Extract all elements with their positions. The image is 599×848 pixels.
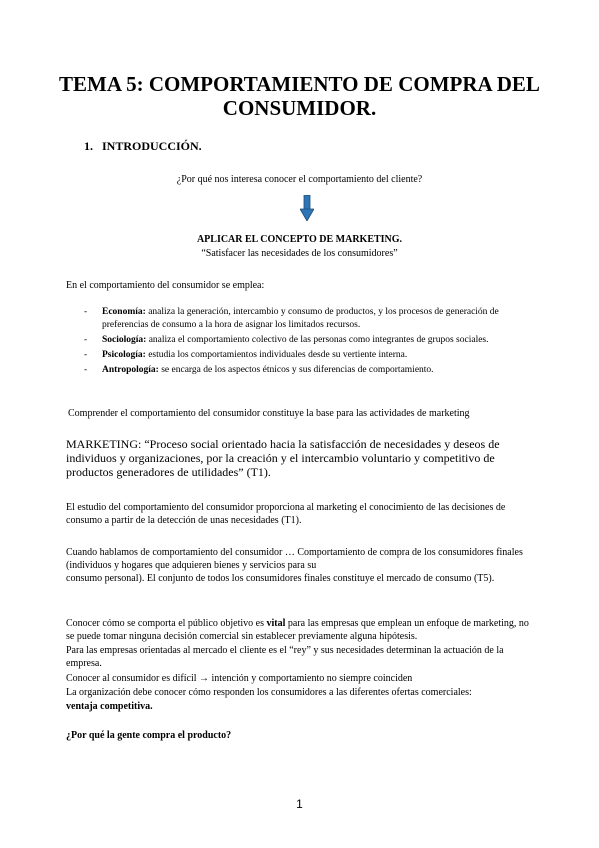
consumer-paragraph bbox=[66, 546, 536, 585]
bullet-term: Economía: bbox=[102, 307, 146, 317]
question-line: ¿Por qué nos interesa conocer el comportamiento del cliente? bbox=[176, 174, 423, 185]
bullet-dash: - bbox=[84, 350, 88, 360]
bullet-term: Psicología: bbox=[102, 350, 146, 360]
competitive-advantage: ventaja competitiva. bbox=[66, 701, 153, 712]
bullet-term: Antropología: bbox=[102, 365, 159, 375]
marketing-def-text: “Proceso social orientado hacia la satisfacción de necesidades y deseos de individuos y organizaciones, por la creación y el intercambio voluntario y competitivo de productos generadores de utilidades” (T1). bbox=[66, 437, 500, 479]
section-title: INTRODUCCIÓN. bbox=[102, 139, 202, 153]
apply-heading: APLICAR EL CONCEPTO DE MARKETING. bbox=[196, 234, 403, 245]
marketing-label: MARKETING: bbox=[66, 437, 142, 451]
know-text-bold: vital bbox=[266, 618, 286, 629]
bullet-text: estudia los comportamientos individuales desde su vertiente interna. bbox=[145, 350, 408, 360]
know-paragraph bbox=[66, 617, 536, 643]
page-number: 1 bbox=[296, 797, 303, 811]
bullet-dash: - bbox=[84, 335, 88, 345]
consumer-text-1: Cuando hablamos de comportamiento del consumidor … Comportamiento de compra de los consumidores finales (individuos y hogares que adquieren bienes y servicios para su bbox=[66, 547, 523, 571]
bullet-term: Sociología: bbox=[102, 335, 147, 345]
list-item bbox=[84, 364, 504, 377]
bullet-dash: - bbox=[84, 365, 88, 375]
list-item bbox=[84, 306, 504, 332]
know-text-b: para las empresas que emplean un enfoque de marketing, no se puede tomar ninguna decisión comercial sin establecer previamente alguna hipótesis. bbox=[66, 618, 529, 642]
section-number: 1. bbox=[84, 139, 93, 153]
apply-quote: “Satisfacer las necesidades de los consumidores” bbox=[201, 248, 398, 259]
question-product: ¿Por qué la gente compra el producto? bbox=[66, 730, 232, 741]
list-item bbox=[84, 334, 504, 347]
bullet-text: analiza el comportamiento colectivo de las personas como integrantes de grupos sociales. bbox=[146, 335, 489, 345]
oriented-paragraph: Para las empresas orientadas al mercado el cliente es el “rey” y sus necesidades determinan la actuación de la empresa. bbox=[66, 645, 504, 669]
consumer-text-2: consumo personal). El conjunto de todos los consumidores finales constituye el mercado de consumo (T5). bbox=[66, 573, 495, 584]
document-title: TEMA 5: COMPORTAMIENTO DE COMPRA DEL CONSUMIDOR. bbox=[59, 72, 540, 120]
study-paragraph: El estudio del comportamiento del consumidor proporciona al marketing el conocimiento de las decisiones de consumo a partir de la detección de unas necesidades (T1). bbox=[66, 502, 506, 526]
bullet-dash: - bbox=[84, 307, 88, 317]
list-item bbox=[84, 349, 504, 362]
know-text-a: Conocer cómo se comporta el público objetivo es bbox=[66, 618, 267, 629]
down-arrow-icon bbox=[300, 195, 314, 221]
organization-line: La organización debe conocer cómo responden los consumidores a las diferentes ofertas comerciales: bbox=[66, 687, 472, 698]
bullet-text: analiza la generación, intercambio y consumo de productos, y los procesos de generación de preferencias de consumo a la hora de asignar los limitados recursos. bbox=[102, 307, 499, 330]
difficult-line: Conocer al consumidor es difícil → intención y comportamiento no siempre coinciden bbox=[66, 673, 413, 684]
bullet-text: se encarga de los aspectos étnicos y sus diferencias de comportamiento. bbox=[158, 365, 434, 375]
understand-line: Comprender el comportamiento del consumidor constituye la base para las actividades de marketing bbox=[68, 408, 470, 419]
marketing-definition bbox=[66, 437, 536, 479]
intro-line: En el comportamiento del consumidor se emplea: bbox=[66, 280, 265, 291]
section-heading bbox=[84, 139, 202, 154]
disciplines-list bbox=[84, 306, 504, 379]
